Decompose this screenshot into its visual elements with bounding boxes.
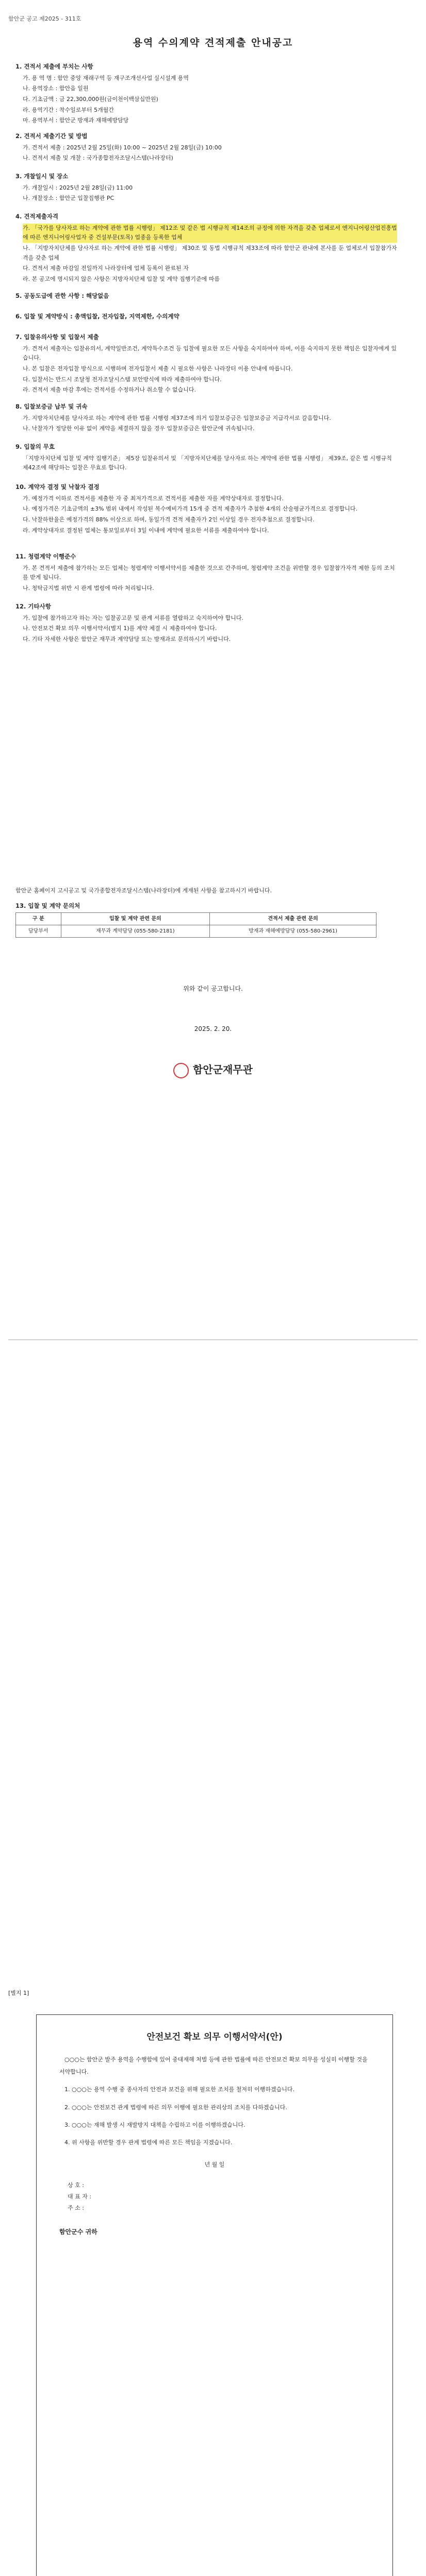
section-line: 가. 「국가를 당사자로 하는 계약에 관한 법률 시행령」 제12조 및 같은 법 시행규칙 제14조의 규정에 의한 자격을 갖춘 업체로서 엔지니어링산업진흥법에 따른 엔지니어링사업자 중 건설부문(토목) 업종을 등록한 업체 bbox=[23, 224, 397, 243]
section-line: 라. 본 공고에 명시되지 않은 사항은 지방자치단체 입찰 및 계약 집행기준에 따름 bbox=[23, 275, 220, 282]
section-7 bbox=[15, 332, 397, 396]
page-title: 용역 수의계약 견적제출 안내공고 bbox=[133, 37, 293, 48]
section-heading: 4. 견적제출자격 bbox=[15, 213, 59, 220]
section-line: 가. 개찰일시 : 2025년 2월 28일(금) 11:00 bbox=[23, 184, 133, 191]
pledge-footer: 함안군수 귀하 bbox=[59, 2228, 97, 2236]
section-line: 나. 개찰장소 : 함안군 입찰집행관 PC bbox=[23, 195, 114, 202]
section-line: 마. 용역부서 : 함안군 방재과 재해예방담당 bbox=[23, 117, 129, 124]
section-line: 나. 「지방자치단체를 당사자로 하는 계약에 관한 법률 시행령」 제30조 및 동법 시행규칙 제33조에 따라 함안군 관내에 본사를 둔 업체로서 입찰참가자격을 갖춘 업체 bbox=[23, 244, 397, 261]
appendix-label: [별지 1] bbox=[8, 1990, 29, 1996]
section-10 bbox=[15, 482, 397, 536]
section-line: 가. 용 역 명 : 함안 중앙 재래구역 등 재구조개선사업 실시설계 용역 bbox=[23, 74, 189, 81]
contact-cell: 방재과 재해예방담당 (055-580-2961) bbox=[210, 925, 376, 938]
contact-heading: 13. 입찰 및 계약 문의처 bbox=[15, 902, 80, 909]
pledge-paragraph: 3. ○○○는 재해 발생 시 재발방지 대책을 수립하고 이를 이행하겠습니다. bbox=[64, 2121, 245, 2128]
sig-label: 주 소 : bbox=[68, 2205, 84, 2212]
section-1 bbox=[15, 62, 397, 127]
section-3 bbox=[15, 172, 397, 205]
section-line: 가. 본 견적서 제출에 참가하는 모든 업체는 청렴계약 이행서약서를 제출한 것으로 간주하며, 청렴계약 조건을 위반할 경우 입찰참가자격 제한 등의 조치를 받게 됩니다. bbox=[23, 564, 395, 581]
section-line: 가. 지방자치단체를 당사자로 하는 계약에 관한 법률 시행령 제37조에 의거 입찰보증금은 입찰보증금 지급각서로 갈음합니다. bbox=[23, 414, 331, 421]
section-line: 나. 예정가격은 기초금액의 ±3% 범위 내에서 작성된 복수예비가격 15개 중 견적 제출자가 추첨한 4개의 산술평균가격으로 결정합니다. bbox=[23, 505, 358, 513]
section-line: 나. 청탁금지법 위반 시 관계 법령에 따라 처리됩니다. bbox=[23, 584, 154, 591]
section-line: 나. 용역장소 : 함안읍 일원 bbox=[23, 85, 89, 92]
section-line: 가. 입찰에 참가하고자 하는 자는 입찰공고문 및 관계 서류를 열람하고 숙지하여야 합니다. bbox=[23, 614, 243, 621]
pledge-body bbox=[59, 2054, 370, 2149]
section-line: 「지방자치단체 입찰 및 계약 집행기준」 제5장 입찰유의서 및 「지방자치단체를 당사자로 하는 계약에 관한 법률 시행령」 제39조, 같은 법 시행규칙 제42조에 해당하는 입찰은 무효로 합니다. bbox=[23, 454, 392, 471]
section-line: 다. 기초금액 : 금 22,300,000원(금이천이백삼십만원) bbox=[23, 95, 158, 103]
document-number: 함안군 공고 제2025 - 311호 bbox=[8, 15, 81, 22]
section-heading: 10. 계약자 결정 및 낙찰자 결정 bbox=[15, 483, 100, 490]
section-heading: 9. 입찰의 무효 bbox=[15, 443, 55, 450]
section-line: 가. 견적서 제출자는 입찰유의서, 계약일반조건, 계약특수조건 등 입찰에 필요한 모든 사항을 숙지하여야 하며, 이를 숙지하지 못한 책임은 입찰자에게 있습니다. bbox=[23, 345, 397, 362]
section-line: 나. 본 입찰은 전자입찰 방식으로 시행하며 전자입찰서 제출 시 필요한 사항은 나라장터 이용 안내에 따릅니다. bbox=[23, 365, 293, 372]
pledge-paragraph: ○○○는 함안군 발주 용역을 수행함에 있어 중대재해 처벌 등에 관한 법률에 따른 안전보건 확보 의무를 성실히 이행할 것을 서약합니다. bbox=[59, 2056, 368, 2076]
issuer bbox=[0, 1061, 426, 1078]
contact-table bbox=[15, 912, 376, 938]
section-heading: 3. 개찰일시 및 장소 bbox=[15, 173, 69, 180]
announce-line: 위와 같이 공고합니다. bbox=[183, 985, 243, 992]
section-heading: 2. 견적서 제출기간 및 방법 bbox=[15, 132, 88, 140]
pledge-box bbox=[36, 2014, 393, 2576]
announce-date: 2025. 2. 20. bbox=[194, 1025, 232, 1032]
section-2 bbox=[15, 131, 397, 164]
section-line: 라. 계약상대자로 결정된 업체는 통보일로부터 3일 이내에 계약에 필요한 서류를 제출하여야 합니다. bbox=[23, 527, 269, 534]
section-heading: 12. 기타사항 bbox=[15, 603, 51, 610]
section-4 bbox=[15, 212, 397, 285]
footer-note: 함안군 홈페이지 고시공고 및 국가종합전자조달시스템(나라장터)에 게재된 사항을 참고하시기 바랍니다. bbox=[15, 887, 272, 894]
section-heading: 8. 입찰보증금 납부 및 귀속 bbox=[15, 403, 88, 410]
section-8 bbox=[15, 402, 397, 435]
pledge-title: 안전보건 확보 의무 이행서약서(안) bbox=[146, 2032, 283, 2042]
contact-cell: 담당부서 bbox=[16, 925, 61, 938]
seal-icon bbox=[173, 1063, 189, 1078]
section-line: 나. 견적서 제출 및 개찰 : 국가종합전자조달시스템(나라장터) bbox=[23, 155, 173, 162]
section-line: 라. 용역기간 : 착수일로부터 5개월간 bbox=[23, 106, 114, 113]
pledge-paragraph: 1. ○○○는 용역 수행 중 종사자의 안전과 보건을 위해 필요한 조치를 철저히 이행하겠습니다. bbox=[64, 2086, 295, 2093]
section-heading: 1. 견적서 제출에 부치는 사항 bbox=[15, 63, 93, 70]
pledge-paragraph: 4. 위 사항을 위반할 경우 관계 법령에 따른 모든 책임을 지겠습니다. bbox=[64, 2139, 233, 2146]
pledge-paragraph: 2. ○○○는 안전보건 관계 법령에 따른 의무 이행에 필요한 관리상의 조치를 다하겠습니다. bbox=[64, 2104, 287, 2111]
section-line: 다. 입찰서는 반드시 조달청 전자조달시스템 보안방식에 따라 제출하여야 합니다. bbox=[23, 376, 222, 383]
section-line: 나. 안전보건 확보 의무 이행서약서(별지 1)를 계약 체결 시 제출하여야 합니다. bbox=[23, 625, 217, 632]
section-11 bbox=[15, 552, 397, 595]
section-heading: 5. 공동도급에 관한 사항 : 해당없음 bbox=[15, 292, 109, 299]
section-heading: 7. 입찰유의사항 및 입찰서 제출 bbox=[15, 333, 99, 341]
section-line: 다. 기타 자세한 사항은 함안군 재무과 계약담당 또는 방재과로 문의하시기 바랍니다. bbox=[23, 635, 231, 642]
contact-cell: 재무과 계약담당 (055-580-2181) bbox=[61, 925, 210, 938]
section-line: 다. 낙찰하한율은 예정가격의 88% 이상으로 하며, 동일가격 견적 제출자가 2인 이상일 경우 전자추첨으로 결정합니다. bbox=[23, 516, 315, 523]
sig-label: 대 표 자 : bbox=[68, 2193, 92, 2200]
contact-header-2: 견적서 제출 관련 문의 bbox=[210, 913, 376, 925]
section-heading: 6. 입찰 및 계약방식 : 총액입찰, 전자입찰, 지역제한, 수의계약 bbox=[15, 313, 179, 320]
contact-section bbox=[15, 886, 397, 938]
section-5 bbox=[15, 291, 397, 303]
section-12 bbox=[15, 602, 397, 646]
contact-header-1: 입찰 및 계약 관련 문의 bbox=[61, 913, 210, 925]
section-heading: 11. 청렴계약 이행준수 bbox=[15, 553, 76, 560]
issuer-name: 함안군재무관 bbox=[193, 1063, 253, 1076]
contact-header-0: 구 분 bbox=[16, 913, 61, 925]
section-line: 나. 낙찰자가 정당한 이유 없이 계약을 체결하지 않을 경우 입찰보증금은 함안군에 귀속됩니다. bbox=[23, 425, 255, 432]
pledge-signature bbox=[68, 2180, 392, 2214]
section-6 bbox=[15, 312, 397, 324]
pledge-date: 년 월 일 bbox=[204, 2161, 225, 2168]
sig-label: 상 호 : bbox=[68, 2182, 84, 2189]
section-line: 라. 견적서 제출 마감 후에는 견적서를 수정하거나 취소할 수 없습니다. bbox=[23, 386, 196, 394]
section-line: 가. 견적서 제출 : 2025년 2월 25일(화) 10:00 ~ 2025년 2월 28일(금) 10:00 bbox=[23, 144, 222, 151]
section-9 bbox=[15, 442, 397, 474]
section-line: 가. 예정가격 이하로 견적서를 제출한 자 중 최저가격으로 견적서를 제출한 자를 계약상대자로 결정합니다. bbox=[23, 495, 284, 502]
section-line: 다. 견적서 제출 마감일 전일까지 나라장터에 업체 등록이 완료된 자 bbox=[23, 265, 189, 272]
